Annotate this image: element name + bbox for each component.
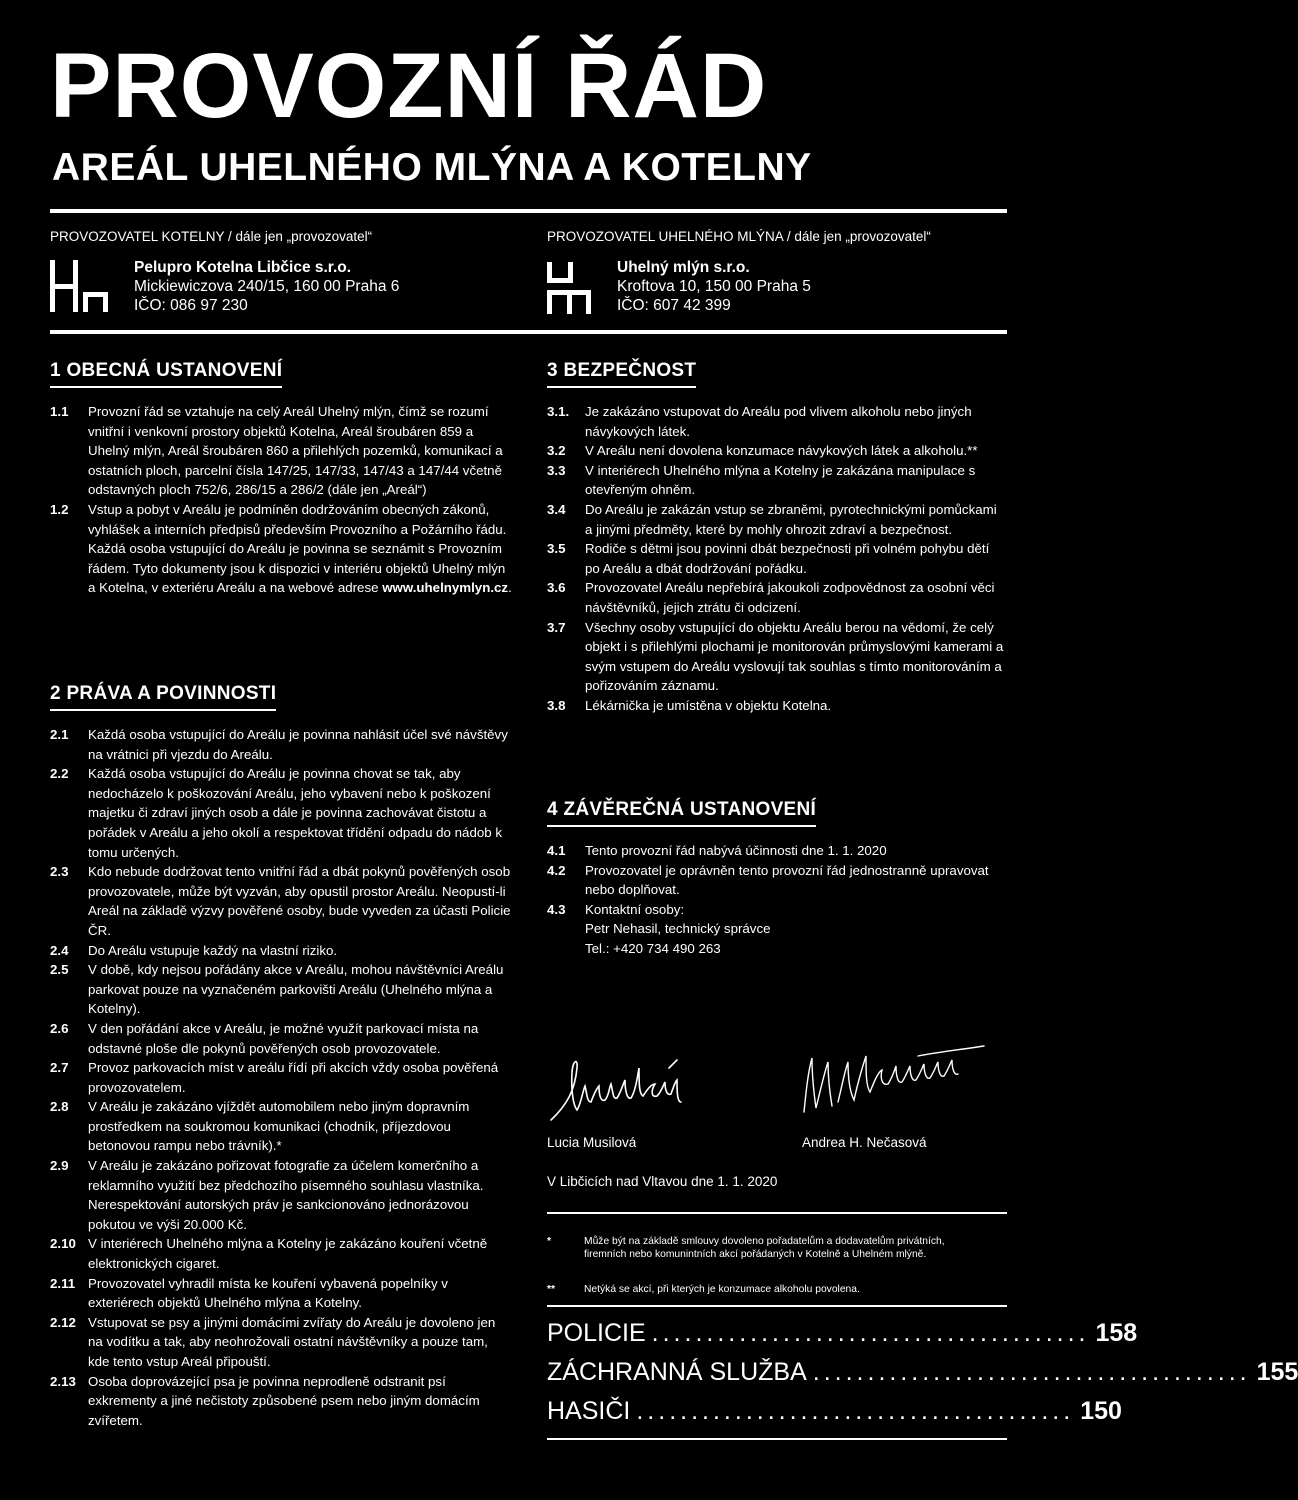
- section-4-title: 4 ZÁVĚREČNÁ USTANOVENÍ: [547, 799, 816, 827]
- list-item: 1.2 Vstup a pobyt v Areálu je podmíněn dodržováním obecných zákonů, vyhlášek a interních předpisů především Provozního a Požárního řádu. Každá osoba vstupující do Areálu je povinna se seznámit s Provozním řádem. Tyto dokumenty jsou k dispozici v interiéru objektů Uhelný mlýn a Kotelna, v exteriéru Areálu a na webové adrese www.uhelnymlyn.cz.: [50, 501, 512, 596]
- signature-musilova-icon: [547, 1050, 697, 1125]
- list-item: 2.2 Každá osoba vstupující do Areálu je povinna chovat se tak, aby nedocházelo k poškozování Areálu, jeho vybavení nebo k poškození majetku či zdraví jiných osob a dále je povinna zachovávat čistotu a pořádek v Areálu a jeho okolí a respektovat třídění odpadu do nádob k tomu určených.: [50, 766, 502, 860]
- contact-phone: Tel.: +420 734 490 263: [585, 940, 721, 956]
- signatory-right-name: Andrea H. Nečasová: [802, 1135, 927, 1150]
- footnote: ** Netýká se akcí, při kterých je konzumace alkoholu povolena.: [547, 1284, 860, 1295]
- operator-note: / dále jen „provozovatel“: [224, 229, 373, 244]
- list-item: 4.2 Provozovatel je oprávněn tento provozní řád jednostranně upravovat nebo doplňovat.: [547, 862, 989, 898]
- list-item: 3.1. Je zakázáno vstupovat do Areálu pod vlivem alkoholu nebo jiných návykových látek.: [547, 404, 972, 439]
- list-item: 2.6 V den pořádání akce v Areálu, je možné využít parkovací místa na odstavné ploše dle pokynů pověřených osob provozovatele.: [50, 1020, 479, 1056]
- list-item: 3.2 V Areálu není dovolena konzumace návykových látek a alkoholu.**: [547, 443, 978, 459]
- list-item: 2.4 Do Areálu vstupuje každý na vlastní riziko.: [50, 942, 338, 958]
- list-item: 2.11 Provozovatel vyhradil místa ke kouření vybavená popelníky v exteriérech objektů Uhelného mlýna a Kotelny.: [50, 1275, 448, 1311]
- list-item: 4.1 Tento provozní řád nabývá účinnosti dne 1. 1. 2020: [547, 843, 887, 858]
- list-item: 2.5 V době, kdy nejsou pořádány akce v Areálu, mohou návštěvníci Areálu parkovat pouze na vyznačeném parkovišti Areálu (Uhelného mlýna a Kotelny).: [50, 962, 504, 1017]
- list-item: 2.3 Kdo nebude dodržovat tento vnitřní řád a dbát pokynů pověřených osob provozovatele, může být vyzván, aby opustil prostor Areálu. Neopustí-li Areál na základě výzvy pověřené osoby, bude vyveden za účasti Policie ČR.: [50, 864, 511, 938]
- section-1-title: 1 OBECNÁ USTANOVENÍ: [50, 360, 282, 388]
- signature-necasova-icon: [798, 1042, 988, 1122]
- kotelna-logo-icon: [50, 260, 108, 312]
- emergency-number: 158: [1095, 1319, 1138, 1347]
- emergency-label: POLICIE: [547, 1319, 646, 1347]
- list-item: 4.3 Kontaktní osoby: Petr Nehasil, technický správce Tel.: +420 734 490 263: [547, 900, 1007, 959]
- list-item: 2.7 Provoz parkovacích míst v areálu řídí při akcích vždy osoba pověřená provozovatelem.: [50, 1060, 499, 1095]
- section-2-title: 2 PRÁVA A POVINNOSTI: [50, 683, 276, 711]
- uhelny-mlyn-logo-icon: [547, 262, 605, 314]
- emergency-row-police: POLICIE ........................................ 158: [547, 1319, 1138, 1347]
- list-item: 3.5 Rodiče s dětmi jsou povinni dbát bezpečnosti při volném pohybu dětí po Areálu a dbát dodržování pořádku.: [547, 541, 990, 576]
- section-1-items: [50, 402, 512, 598]
- list-item: 2.12 Vstupovat se psy a jinými domácími zvířaty do Areálu je dovoleno jen na vodítku a tak, aby neohrožovali ostatní návštěvníky a pouze tam, kde tento vstup Areál připouští.: [50, 1314, 496, 1369]
- page-subtitle: AREÁL UHELNÉHO MLÝNA A KOTELNY: [52, 146, 812, 189]
- list-item: 2.9 V Areálu je zakázáno pořizovat fotografie za účelem komerčního a reklamního využití bez předchozího písemného souhlasu vlastníka. Nerespektování autorských práv je sankcionováno jednorázovou pokutou ve výši 20.000 Kč.: [50, 1158, 484, 1232]
- footnote: * Může být na základě smlouvy dovoleno pořadatelům a dodavatelům privátních, firemních nebo komunintních akcí pořádaných v Kotelně a Uhelném mlýně.: [547, 1236, 945, 1260]
- divider-top: [50, 209, 1007, 213]
- list-item: 3.6 Provozovatel Areálu nepřebírá jakoukoli zodpovědnost za osobní věci návštěvníků, jejich ztrátu či odcizení.: [547, 580, 995, 615]
- operator-address: Kroftova 10, 150 00 Praha 5: [617, 278, 811, 295]
- emergency-label: HASIČI: [547, 1397, 631, 1425]
- divider-emergency: [547, 1305, 1007, 1307]
- list-item: 2.13 Osoba doprovázející psa je povinna neprodleně odstranit psí exkrementy a jiné nečistoty způsobené psem nebo jiným domácím zvířetem.: [50, 1373, 480, 1428]
- emergency-row-ambulance: ZÁCHRANNÁ SLUŽBA ........................................ 155: [547, 1358, 1298, 1386]
- operator-role: PROVOZOVATEL KOTELNY: [50, 229, 225, 244]
- page-title: PROVOZNÍ ŘÁD: [50, 35, 768, 137]
- list-item: 2.1 Každá osoba vstupující do Areálu je povinna nahlásit účel své návštěvy na vrátnici při vjezdu do Areálu.: [50, 727, 508, 762]
- operator-address: Mickiewiczova 240/15, 160 00 Praha 6: [134, 278, 400, 295]
- section-4-items: [547, 841, 1007, 959]
- operator-note: / dále jen „provozovatel“: [783, 229, 931, 244]
- section-2-items: [50, 725, 512, 1430]
- section-3-title: 3 BEZPEČNOST: [547, 360, 696, 388]
- contact-person: Petr Nehasil, technický správce: [585, 921, 771, 937]
- website-link[interactable]: www.uhelnymlyn.cz: [382, 580, 509, 596]
- list-item: 1.1 Provozní řád se vztahuje na celý Areál Uhelný mlýn, čímž se rozumí vnitřní i venkovní prostory objektů Kotelna, Areál šroubáren 859 a Uhelný mlýn, Areál šroubáren 860 a přilehlých pozemků, komunikací a ostatních ploch, parcelní čísla 147/25, 147/33, 147/43 a 147/44 včetně odstavných ploch 752/6, 286/15 a 286/2 (dále jen „Areál“): [50, 404, 503, 498]
- emergency-number: 150: [1080, 1397, 1122, 1425]
- divider-operators: [50, 330, 1007, 334]
- list-item: 2.8 V Areálu je zakázáno vjíždět automobilem nebo jiným dopravním prostředkem na soukromou komunikaci (chodník, příjezdovou betonovou rampu nebo trávník).*: [50, 1099, 470, 1154]
- operator-uhelny-mlyn: [547, 228, 1007, 314]
- emergency-label: ZÁCHRANNÁ SLUŽBA: [547, 1358, 807, 1386]
- list-item: 3.8 Lékárnička je umístěna v objektu Kotelna.: [547, 697, 832, 713]
- list-item: 3.4 Do Areálu je zakázán vstup se zbraněmi, pyrotechnickými pomůckami a jinými předměty, které by mohly ohrozit zdraví a bezpečnost.: [547, 501, 997, 537]
- divider-bottom: [547, 1438, 1007, 1440]
- place-date: V Libčicích nad Vltavou dne 1. 1. 2020: [547, 1174, 778, 1189]
- operator-ico: IČO: 086 97 230: [134, 297, 248, 314]
- list-item: 3.3 V interiérech Uhelného mlýna a Kotelny je zakázána manipulace s otevřeným ohněm.: [547, 462, 976, 498]
- section-3-items: [547, 402, 1007, 716]
- signatory-left-name: Lucia Musilová: [547, 1135, 637, 1150]
- emergency-number: 155: [1256, 1358, 1298, 1386]
- emergency-row-firefighters: HASIČI ........................................ 150: [547, 1397, 1122, 1425]
- operator-kotelna: [50, 228, 510, 314]
- operator-name: Pelupro Kotelna Libčice s.r.o.: [134, 259, 352, 276]
- divider-footnotes: [547, 1212, 1007, 1214]
- list-item: 3.7 Všechny osoby vstupující do objektu Areálu berou na vědomí, že celý objekt i s přilehlými plochami je monitorován průmyslovými kamerami a svým vstupem do Areálu vyslovují tak souhlas s tímto monitorováním a pořizováním záznamu.: [547, 619, 1004, 694]
- operator-role: PROVOZOVATEL UHELNÉHO MLÝNA: [547, 229, 784, 244]
- operator-name: Uhelný mlýn s.r.o.: [617, 259, 750, 276]
- document-page: [50, 0, 1298, 1500]
- list-item: 2.10 V interiérech Uhelného mlýna a Kotelny je zakázáno kouření včetně elektronických cigaret.: [50, 1236, 488, 1272]
- operator-ico: IČO: 607 42 399: [617, 297, 731, 314]
